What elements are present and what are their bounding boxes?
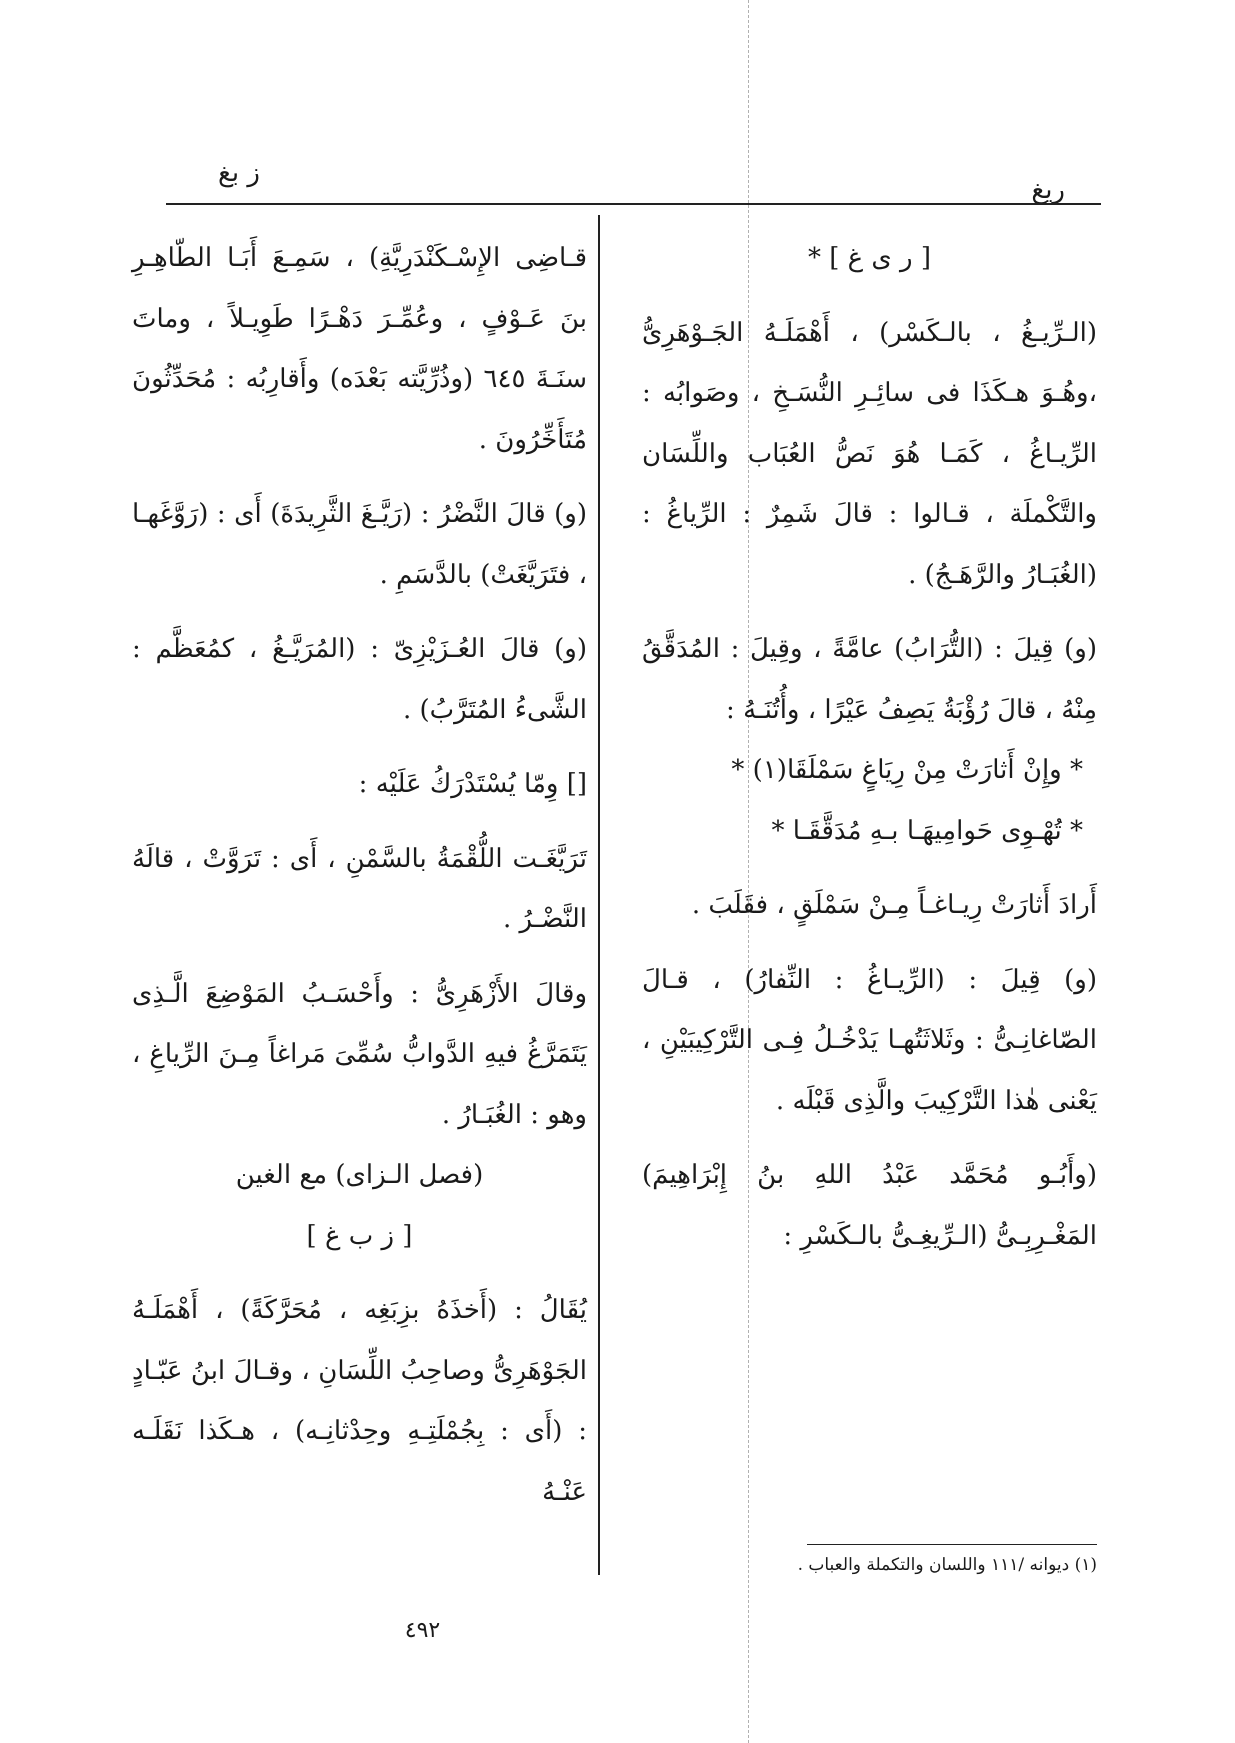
right-column xyxy=(642,228,1097,1266)
running-head-left: ز بغ xyxy=(218,158,260,188)
paragraph: تَرَيَّغَـت اللُّقْمَةُ بالسَّمْنِ ، أَى : تَرَوَّتْ ، قالَهُ النَّضْـرُ . xyxy=(132,843,587,934)
running-head-right: ريغ xyxy=(1031,175,1065,205)
entry-heading-ryg: [ ر ى غ ] * xyxy=(807,243,932,273)
section-heading: (فصل الـزاى) مع الغين xyxy=(235,1160,484,1190)
paragraph: (وأَبُـو مُحَمَّد عَبْدُ اللهِ بنُ إِبْرَاهِيمَ) المَغْـرِبِـىُّ (الـرِّيغِـىُّ بالـكَسْرِ : xyxy=(642,1160,1097,1251)
header-rule xyxy=(166,203,1101,205)
paragraph: (و) قالَ النَّضْرُ : (رَيَّـغَ الثَّرِيدَةَ) أَى : (رَوَّغَهـا ، فتَرَيَّغَتْ) بالدَّسَمِ . xyxy=(132,499,587,590)
page-number-wrapper xyxy=(0,1618,1085,1643)
paragraph: أَرادَ أَثارَتْ رِيـاغـاً مِـنْ سَمْلَقٍ ، فقَلَبَ . xyxy=(691,890,1097,920)
left-column xyxy=(132,228,587,1522)
footnote: (١) ديوانه /١١١ واللسان والتكملة والعباب . xyxy=(797,1555,1097,1575)
paragraph: قـاضِى الإِسْـكَنْدَرِيَّةِ) ، سَمِـعَ أَبَـا الطّاهِـرِ بنَ عَـوْفٍ ، وعُمِّـرَ دَهْـرًا طَوِيـلاً ، وماتَ سنَـةَ ٦٤٥ (وذُرِّيَّته بَعْدَه) وأَقارِبُه : مُحَدِّثُونَ مُتَأَخِّرُونَ . xyxy=(132,243,587,455)
column-divider xyxy=(598,215,600,1575)
paragraph: (و) قِيلَ : (الرِّيـاغُ : النِّفارُ) ، قـالَ الصّاغانِـىُّ : وثَلاثَتُهـا يَدْخُـلُ فِـى التَّرْكِيبَيْنِ ، يَعْنى هٰذا التَّرْكِيبَ والَّذِى قَبْلَه . xyxy=(642,964,1097,1116)
supplement-marker: [] وِمّا يُسْتَدْرَكُ عَلَيْه : xyxy=(358,769,587,799)
paragraph: (و) قالَ العُـزَيْزِىّ : (المُرَيَّـغُ ، كمُعَظَّم : الشَّىءُ المُتَرَّبُ) . xyxy=(132,634,587,725)
page-number: ٤٩٢ xyxy=(404,1618,441,1643)
paragraph: وقالَ الأَزْهَرِىُّ : وأَحْسَـبُ المَوْضِعَ الَّـذِى يَتَمَرَّغُ فيهِ الدَّوابُّ سُمِّىَ مَراغاً مِـنَ الرِّياغِ ، وهو : الغُبَـارُ . xyxy=(132,978,587,1130)
paragraph: (الـرِّيـغُ ، بالـكَسْر) ، أَهْمَلَـهُ الجَـوْهَرِىُّ ،وهُـوَ هـكَذَا فى سائِـرِ النُّسَـخِ ، وصَوابُه : الرِّيـاغُ ، كَمَـا هُوَ نَصُّ العُبَاب واللِّسَان والتَّكْملَة ، قـالوا : قالَ شَمِرٌ : الرِّياغُ : (الغُبَـارُ والرَّهَـجُ) . xyxy=(642,317,1097,590)
footnote-rule xyxy=(807,1544,1097,1545)
entry-heading-zbg: [ ز ب غ ] xyxy=(306,1220,413,1251)
verse-line: * وإِنْ أَثارَتْ مِنْ رِيَاغٍ سَمْلَقَا(١) * xyxy=(731,755,1083,785)
paragraph: يُقَالُ : (أَخذَهُ بزِبَغِه ، مُحَرَّكَةً) ، أَهْمَلَـهُ الجَوْهَرِىُّ وصاحِبُ اللِّسَانِ ، وقـالَ ابنُ عَبّـادٍ : (أَى : بِجُمْلَتِـهِ وحِدْثانِـه) ، هـكَذا نَقَلَـه عَنْـهُ xyxy=(132,1295,587,1507)
paragraph: (و) قِيلَ : (التُّرَابُ) عامَّةً ، وقِيلَ : المُدَقَّقُ مِنْهُ ، قالَ رُؤْبَةُ يَصِفُ عَيْرًا ، وأُتُنَـهُ : xyxy=(642,634,1097,725)
verse-line: * تُهْـوِى حَوامِيهَـا بـهِ مُدَقَّقَـا * xyxy=(771,815,1083,846)
